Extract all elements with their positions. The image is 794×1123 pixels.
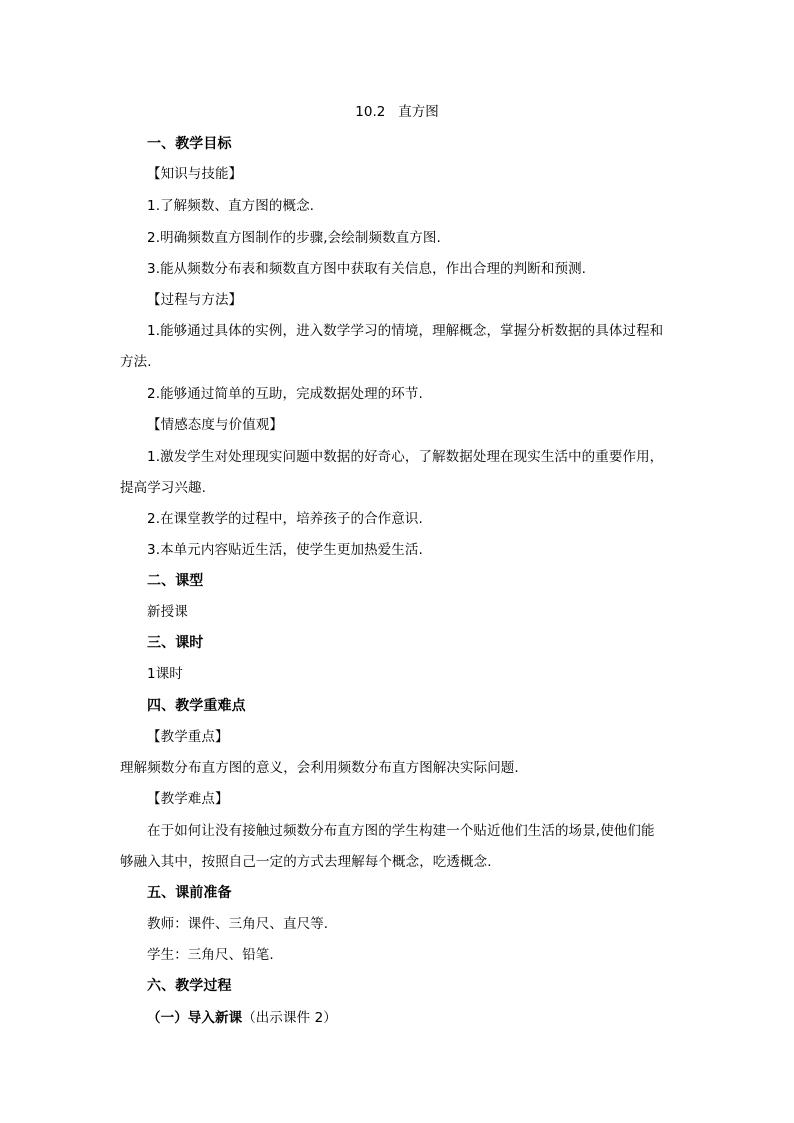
- paragraph: 教师：课件、三角尺、直尺等.: [147, 916, 329, 932]
- paragraph: 1.激发学生对处理现实问题中数据的好奇心，了解数据处理在现实生活中的重要作用，: [147, 449, 664, 465]
- section-heading-key-difficult-points: 四、教学重难点: [147, 698, 246, 714]
- paragraph: 2.明确频数直方图制作的步骤,会绘制频数直方图.: [147, 230, 441, 246]
- subheading-difficult-points: 【教学难点】: [147, 791, 229, 807]
- paragraph: 学生：三角尺、铅笔.: [147, 947, 274, 963]
- paragraph: 在于如何让没有接触过频数分布直方图的学生构建一个贴近他们生活的场景,使他们能: [147, 823, 655, 839]
- section-heading-preparation: 五、课前准备: [147, 885, 232, 901]
- subsection-heading-bold: （一）导入新课: [147, 1010, 243, 1026]
- paragraph: 1课时: [147, 666, 183, 682]
- paragraph: 理解频数分布直方图的意义，会利用频数分布直方图解决实际问题.: [120, 760, 519, 776]
- section-heading-teaching-process: 六、教学过程: [147, 978, 232, 994]
- section-heading-objectives: 一、教学目标: [147, 136, 232, 152]
- paragraph-continuation: 提高学习兴趣.: [120, 480, 206, 496]
- paragraph: 3.能从频数分布表和频数直方图中获取有关信息，作出合理的判断和预测.: [147, 261, 587, 277]
- paragraph: 3.本单元内容贴近生活，使学生更加热爱生活.: [147, 542, 423, 558]
- paragraph: 新授课: [147, 604, 188, 620]
- paragraph: 2.能够通过简单的互助，完成数据处理的环节.: [147, 386, 423, 402]
- subheading-attitudes-values: 【情感态度与价值观】: [147, 417, 283, 433]
- subsection-heading-introduction: [147, 1008, 707, 1028]
- subheading-knowledge-skills: 【知识与技能】: [147, 166, 243, 182]
- paragraph: 1.能够通过具体的实例，进入数学学习的情境，理解概念，掌握分析数据的具体过程和: [147, 323, 664, 339]
- section-heading-class-hours: 三、课时: [147, 635, 204, 651]
- paragraph-continuation: 方法.: [120, 354, 152, 370]
- paragraph: 1.了解频数、直方图的概念.: [147, 198, 315, 214]
- paragraph-continuation: 够融入其中，按照自己一定的方式去理解每个概念，吃透概念.: [120, 854, 492, 870]
- subheading-key-points: 【教学重点】: [147, 729, 229, 745]
- subheading-process-methods: 【过程与方法】: [147, 292, 243, 308]
- document-title: 10.2 直方图: [355, 104, 439, 120]
- section-heading-lesson-type: 二、课型: [147, 573, 204, 589]
- paragraph: 2.在课堂教学的过程中，培养孩子的合作意识.: [147, 511, 423, 527]
- subsection-heading-note: （出示课件 2）: [242, 1010, 337, 1026]
